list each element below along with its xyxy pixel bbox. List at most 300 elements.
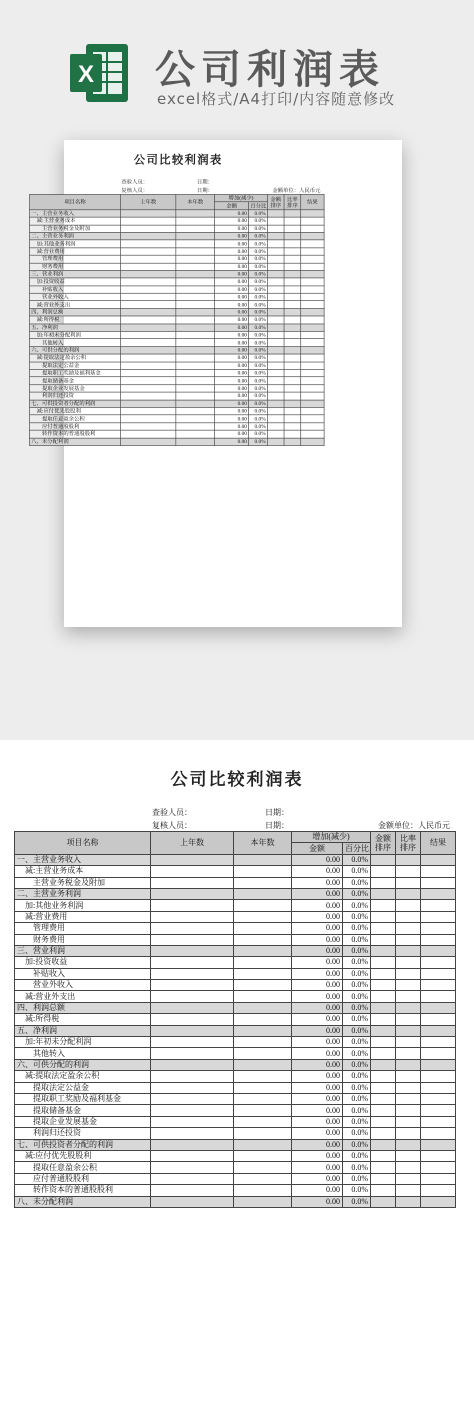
amount-rank-cell[interactable] bbox=[371, 1173, 396, 1184]
ratio-rank-cell[interactable] bbox=[396, 866, 421, 877]
amount-rank-cell[interactable] bbox=[371, 854, 396, 865]
this-year-cell bbox=[176, 423, 215, 431]
change-percent-cell[interactable]: 0.0% bbox=[343, 1173, 371, 1184]
last-year-cell[interactable] bbox=[151, 911, 234, 922]
ratio-rank-cell[interactable] bbox=[396, 1139, 421, 1150]
this-year-cell[interactable] bbox=[234, 1105, 292, 1116]
change-percent-cell[interactable]: 0.0% bbox=[343, 911, 371, 922]
last-year-cell[interactable] bbox=[151, 1025, 234, 1036]
table-row bbox=[30, 407, 325, 415]
ratio-rank-cell bbox=[284, 347, 301, 355]
last-year-cell[interactable] bbox=[151, 854, 234, 865]
amount-rank-cell[interactable] bbox=[371, 923, 396, 934]
result-cell bbox=[301, 392, 324, 400]
ratio-rank-cell[interactable] bbox=[396, 888, 421, 899]
row-label[interactable]: 提取储备基金 bbox=[15, 1105, 151, 1116]
change-amount-cell[interactable]: 0.00 bbox=[292, 1128, 343, 1139]
amount-rank-cell[interactable] bbox=[371, 1162, 396, 1173]
result-cell[interactable] bbox=[421, 980, 456, 991]
amount-rank-cell bbox=[267, 392, 284, 400]
change-percent-cell[interactable]: 0.0% bbox=[343, 866, 371, 877]
ratio-rank-cell bbox=[284, 339, 301, 347]
last-year-cell[interactable] bbox=[151, 1139, 234, 1150]
row-label[interactable]: 加:其他业务利润 bbox=[15, 900, 151, 911]
amount-rank-cell[interactable] bbox=[371, 866, 396, 877]
this-year-cell bbox=[176, 309, 215, 317]
result-cell[interactable] bbox=[421, 1128, 456, 1139]
this-year-cell[interactable] bbox=[234, 866, 292, 877]
this-year-cell[interactable] bbox=[234, 934, 292, 945]
result-cell[interactable] bbox=[421, 1150, 456, 1161]
result-cell[interactable] bbox=[421, 991, 456, 1002]
result-cell[interactable] bbox=[421, 1185, 456, 1196]
this-year-cell[interactable] bbox=[234, 923, 292, 934]
checker-label: 查验人员： bbox=[121, 178, 149, 185]
row-label[interactable]: 一、主营业务收入 bbox=[15, 854, 151, 865]
ratio-rank-cell[interactable] bbox=[396, 1128, 421, 1139]
change-percent-cell[interactable]: 0.0% bbox=[343, 1014, 371, 1025]
result-cell[interactable] bbox=[421, 1025, 456, 1036]
document-meta bbox=[0, 795, 474, 835]
result-cell[interactable] bbox=[421, 911, 456, 922]
last-year-cell[interactable] bbox=[151, 1105, 234, 1116]
last-year-cell[interactable] bbox=[151, 968, 234, 979]
row-label: 减:所得税 bbox=[30, 316, 121, 324]
change-amount-cell[interactable]: 0.00 bbox=[292, 1037, 343, 1048]
amount-rank-cell[interactable] bbox=[371, 1116, 396, 1127]
last-year-cell[interactable] bbox=[151, 934, 234, 945]
result-cell[interactable] bbox=[421, 877, 456, 888]
result-cell[interactable] bbox=[421, 854, 456, 865]
change-amount-cell[interactable]: 0.00 bbox=[292, 1048, 343, 1059]
last-year-cell[interactable] bbox=[151, 877, 234, 888]
change-amount-cell[interactable]: 0.00 bbox=[292, 1162, 343, 1173]
table-row bbox=[15, 1093, 456, 1104]
row-label[interactable]: 提取企业发展基金 bbox=[15, 1116, 151, 1127]
this-year-cell[interactable] bbox=[234, 1162, 292, 1173]
last-year-cell[interactable] bbox=[151, 1162, 234, 1173]
last-year-cell[interactable] bbox=[151, 1128, 234, 1139]
amount-rank-cell bbox=[267, 270, 284, 278]
this-year-cell[interactable] bbox=[234, 1173, 292, 1184]
change-percent-cell: 0.0% bbox=[249, 400, 268, 408]
change-amount-cell[interactable]: 0.00 bbox=[292, 854, 343, 865]
amount-rank-cell[interactable] bbox=[371, 1128, 396, 1139]
result-cell[interactable] bbox=[421, 923, 456, 934]
change-percent-cell[interactable]: 0.0% bbox=[343, 1116, 371, 1127]
change-amount-cell[interactable]: 0.00 bbox=[292, 877, 343, 888]
last-year-cell bbox=[120, 377, 175, 385]
change-amount-cell[interactable]: 0.00 bbox=[292, 957, 343, 968]
ratio-rank-cell[interactable] bbox=[396, 854, 421, 865]
row-label[interactable]: 财务费用 bbox=[15, 934, 151, 945]
amount-rank-cell[interactable] bbox=[371, 1196, 396, 1207]
amount-rank-cell[interactable] bbox=[371, 888, 396, 899]
amount-rank-cell bbox=[267, 263, 284, 271]
last-year-cell[interactable] bbox=[151, 888, 234, 899]
change-amount-cell[interactable]: 0.00 bbox=[292, 1116, 343, 1127]
change-percent-cell[interactable]: 0.0% bbox=[343, 968, 371, 979]
this-year-cell bbox=[176, 301, 215, 309]
change-percent-cell[interactable]: 0.0% bbox=[343, 1185, 371, 1196]
amount-rank-cell[interactable] bbox=[371, 1150, 396, 1161]
last-year-cell[interactable] bbox=[151, 957, 234, 968]
result-cell bbox=[301, 286, 324, 294]
row-label[interactable]: 其他转入 bbox=[15, 1048, 151, 1059]
row-label[interactable]: 减:主营业务成本 bbox=[15, 866, 151, 877]
change-amount-cell[interactable]: 0.00 bbox=[292, 1105, 343, 1116]
last-year-cell[interactable] bbox=[151, 1116, 234, 1127]
change-percent-cell[interactable]: 0.0% bbox=[343, 923, 371, 934]
table-row bbox=[30, 217, 325, 225]
this-year-cell[interactable] bbox=[234, 1139, 292, 1150]
row-label[interactable]: 利润归还投资 bbox=[15, 1128, 151, 1139]
ratio-rank-cell[interactable] bbox=[396, 934, 421, 945]
change-amount-cell[interactable]: 0.00 bbox=[292, 1093, 343, 1104]
result-cell[interactable] bbox=[421, 900, 456, 911]
change-percent-cell[interactable]: 0.0% bbox=[343, 1162, 371, 1173]
change-amount-cell[interactable]: 0.00 bbox=[292, 1025, 343, 1036]
result-cell[interactable] bbox=[421, 934, 456, 945]
ratio-rank-cell bbox=[284, 392, 301, 400]
change-percent-cell[interactable]: 0.0% bbox=[343, 945, 371, 956]
ratio-rank-cell[interactable] bbox=[396, 877, 421, 888]
amount-rank-cell bbox=[267, 331, 284, 339]
this-year-cell bbox=[176, 339, 215, 347]
change-amount-cell[interactable]: 0.00 bbox=[292, 1139, 343, 1150]
row-label[interactable]: 减:所得税 bbox=[15, 1014, 151, 1025]
amount-rank-cell[interactable] bbox=[371, 934, 396, 945]
table-row bbox=[30, 339, 325, 347]
change-amount-cell[interactable]: 0.00 bbox=[292, 1082, 343, 1093]
change-amount-cell[interactable]: 0.00 bbox=[292, 991, 343, 1002]
change-amount-cell[interactable]: 0.00 bbox=[292, 1002, 343, 1013]
change-amount-cell[interactable]: 0.00 bbox=[292, 968, 343, 979]
ratio-rank-cell[interactable] bbox=[396, 1014, 421, 1025]
last-year-cell[interactable] bbox=[151, 1150, 234, 1161]
last-year-cell[interactable] bbox=[151, 1173, 234, 1184]
row-label[interactable]: 主营业务税金及附加 bbox=[15, 877, 151, 888]
result-cell[interactable] bbox=[421, 1071, 456, 1082]
this-year-cell[interactable] bbox=[234, 968, 292, 979]
this-year-cell[interactable] bbox=[234, 900, 292, 911]
row-label[interactable]: 提取职工奖励及福利基金 bbox=[15, 1093, 151, 1104]
this-year-cell[interactable] bbox=[234, 1196, 292, 1207]
last-year-cell[interactable] bbox=[151, 1037, 234, 1048]
row-label[interactable]: 提取任意盈余公积 bbox=[15, 1162, 151, 1173]
last-year-cell bbox=[120, 232, 175, 240]
ratio-rank-cell bbox=[284, 270, 301, 278]
table-row bbox=[15, 1196, 456, 1207]
this-year-cell[interactable] bbox=[234, 1093, 292, 1104]
last-year-cell[interactable] bbox=[151, 1014, 234, 1025]
last-year-cell[interactable] bbox=[151, 900, 234, 911]
amount-rank-cell[interactable] bbox=[371, 911, 396, 922]
last-year-cell[interactable] bbox=[151, 1048, 234, 1059]
row-label[interactable]: 减:提取法定盈余公积 bbox=[15, 1071, 151, 1082]
amount-rank-cell[interactable] bbox=[371, 1059, 396, 1070]
this-year-cell[interactable] bbox=[234, 1014, 292, 1025]
ratio-rank-cell[interactable] bbox=[396, 911, 421, 922]
this-year-cell[interactable] bbox=[234, 854, 292, 865]
change-percent-cell: 0.0% bbox=[249, 278, 268, 286]
result-cell[interactable] bbox=[421, 957, 456, 968]
last-year-cell[interactable] bbox=[151, 1093, 234, 1104]
ratio-rank-cell[interactable] bbox=[396, 1082, 421, 1093]
row-label[interactable]: 五、净利润 bbox=[15, 1025, 151, 1036]
last-year-cell[interactable] bbox=[151, 1002, 234, 1013]
last-year-cell[interactable] bbox=[151, 1185, 234, 1196]
this-year-cell[interactable] bbox=[234, 1002, 292, 1013]
ratio-rank-cell[interactable] bbox=[396, 1093, 421, 1104]
result-cell[interactable] bbox=[421, 1082, 456, 1093]
last-year-cell[interactable] bbox=[151, 866, 234, 877]
ratio-rank-cell[interactable] bbox=[396, 957, 421, 968]
ratio-rank-cell[interactable] bbox=[396, 1059, 421, 1070]
amount-rank-cell[interactable] bbox=[371, 877, 396, 888]
table-row bbox=[30, 423, 325, 431]
row-label[interactable]: 加:投资收益 bbox=[15, 957, 151, 968]
last-year-cell bbox=[120, 270, 175, 278]
amount-rank-cell[interactable] bbox=[371, 1185, 396, 1196]
header-result: 结果 bbox=[421, 832, 456, 855]
change-percent-cell[interactable]: 0.0% bbox=[343, 1150, 371, 1161]
this-year-cell[interactable] bbox=[234, 911, 292, 922]
row-label[interactable]: 管理费用 bbox=[15, 923, 151, 934]
change-amount-cell[interactable]: 0.00 bbox=[292, 866, 343, 877]
result-cell[interactable] bbox=[421, 1116, 456, 1127]
result-cell[interactable] bbox=[421, 1162, 456, 1173]
last-year-cell[interactable] bbox=[151, 923, 234, 934]
change-amount-cell[interactable]: 0.00 bbox=[292, 1196, 343, 1207]
this-year-cell[interactable] bbox=[234, 1082, 292, 1093]
this-year-cell[interactable] bbox=[234, 1116, 292, 1127]
change-percent-cell[interactable]: 0.0% bbox=[343, 1139, 371, 1150]
amount-rank-cell[interactable] bbox=[371, 1071, 396, 1082]
last-year-cell bbox=[120, 263, 175, 271]
amount-rank-cell[interactable] bbox=[371, 1093, 396, 1104]
change-percent-cell[interactable]: 0.0% bbox=[343, 1002, 371, 1013]
row-label[interactable]: 减:营业费用 bbox=[15, 911, 151, 922]
ratio-rank-cell[interactable] bbox=[396, 1048, 421, 1059]
change-percent-cell[interactable]: 0.0% bbox=[343, 957, 371, 968]
change-amount-cell[interactable]: 0.00 bbox=[292, 1185, 343, 1196]
change-amount-cell[interactable]: 0.00 bbox=[292, 1059, 343, 1070]
change-percent-cell[interactable]: 0.0% bbox=[343, 1037, 371, 1048]
change-percent-cell[interactable]: 0.0% bbox=[343, 1128, 371, 1139]
change-amount-cell[interactable]: 0.00 bbox=[292, 911, 343, 922]
last-year-cell[interactable] bbox=[151, 991, 234, 1002]
change-amount-cell: 0.00 bbox=[215, 278, 249, 286]
amount-rank-cell[interactable] bbox=[371, 1082, 396, 1093]
row-label[interactable]: 六、可供分配的利润 bbox=[15, 1059, 151, 1070]
amount-rank-cell[interactable] bbox=[371, 980, 396, 991]
result-cell[interactable] bbox=[421, 1014, 456, 1025]
change-percent-cell[interactable]: 0.0% bbox=[343, 1093, 371, 1104]
result-cell[interactable] bbox=[421, 945, 456, 956]
amount-rank-cell[interactable] bbox=[371, 1139, 396, 1150]
ratio-rank-cell[interactable] bbox=[396, 1162, 421, 1173]
ratio-rank-cell[interactable] bbox=[396, 1185, 421, 1196]
row-label[interactable]: 七、可供投资者分配的利润 bbox=[15, 1139, 151, 1150]
this-year-cell[interactable] bbox=[234, 945, 292, 956]
last-year-cell[interactable] bbox=[151, 980, 234, 991]
this-year-cell[interactable] bbox=[234, 1150, 292, 1161]
this-year-cell[interactable] bbox=[234, 888, 292, 899]
amount-rank-cell[interactable] bbox=[371, 945, 396, 956]
amount-rank-cell[interactable] bbox=[371, 1002, 396, 1013]
row-label[interactable]: 营业外收入 bbox=[15, 980, 151, 991]
row-label[interactable]: 减:应付优先股股利 bbox=[15, 1150, 151, 1161]
change-percent-cell[interactable]: 0.0% bbox=[343, 1025, 371, 1036]
amount-rank-cell[interactable] bbox=[371, 991, 396, 1002]
row-label: 主营业务税金及附加 bbox=[30, 225, 121, 233]
change-percent-cell[interactable]: 0.0% bbox=[343, 900, 371, 911]
change-percent-cell: 0.0% bbox=[249, 347, 268, 355]
amount-rank-cell[interactable] bbox=[371, 957, 396, 968]
row-label[interactable]: 四、利润总额 bbox=[15, 1002, 151, 1013]
change-amount-cell[interactable]: 0.00 bbox=[292, 1071, 343, 1082]
change-percent-cell[interactable]: 0.0% bbox=[343, 888, 371, 899]
this-year-cell[interactable] bbox=[234, 1185, 292, 1196]
this-year-cell[interactable] bbox=[234, 1025, 292, 1036]
change-percent-cell[interactable]: 0.0% bbox=[343, 877, 371, 888]
amount-rank-cell[interactable] bbox=[371, 1025, 396, 1036]
last-year-cell[interactable] bbox=[151, 1082, 234, 1093]
row-label[interactable]: 二、主营业务利润 bbox=[15, 888, 151, 899]
result-cell[interactable] bbox=[421, 1002, 456, 1013]
row-label[interactable]: 应付普通股股利 bbox=[15, 1173, 151, 1184]
this-year-cell[interactable] bbox=[234, 877, 292, 888]
ratio-rank-cell[interactable] bbox=[396, 1025, 421, 1036]
result-cell bbox=[301, 293, 324, 301]
change-amount-cell[interactable]: 0.00 bbox=[292, 1014, 343, 1025]
ratio-rank-cell[interactable] bbox=[396, 1105, 421, 1116]
this-year-cell[interactable] bbox=[234, 1071, 292, 1082]
ratio-rank-cell[interactable] bbox=[396, 1002, 421, 1013]
ratio-rank-cell[interactable] bbox=[396, 968, 421, 979]
ratio-rank-cell[interactable] bbox=[396, 1071, 421, 1082]
last-year-cell[interactable] bbox=[151, 945, 234, 956]
amount-rank-cell[interactable] bbox=[371, 968, 396, 979]
amount-rank-cell[interactable] bbox=[371, 1048, 396, 1059]
result-cell[interactable] bbox=[421, 1139, 456, 1150]
change-amount-cell[interactable]: 0.00 bbox=[292, 934, 343, 945]
this-year-cell[interactable] bbox=[234, 1037, 292, 1048]
table-header-row bbox=[30, 194, 325, 202]
row-label: 营业外收入 bbox=[30, 293, 121, 301]
row-label[interactable]: 加:年初未分配利润 bbox=[15, 1037, 151, 1048]
amount-rank-cell[interactable] bbox=[371, 1105, 396, 1116]
ratio-rank-cell[interactable] bbox=[396, 945, 421, 956]
change-amount-cell[interactable]: 0.00 bbox=[292, 980, 343, 991]
amount-rank-cell bbox=[267, 240, 284, 248]
ratio-rank-cell[interactable] bbox=[396, 1196, 421, 1207]
this-year-cell[interactable] bbox=[234, 991, 292, 1002]
change-percent-cell[interactable]: 0.0% bbox=[343, 1196, 371, 1207]
amount-rank-cell[interactable] bbox=[371, 1037, 396, 1048]
change-percent-cell: 0.0% bbox=[249, 324, 268, 332]
result-cell[interactable] bbox=[421, 1059, 456, 1070]
this-year-cell[interactable] bbox=[234, 1059, 292, 1070]
change-amount-cell[interactable]: 0.00 bbox=[292, 1150, 343, 1161]
last-year-cell[interactable] bbox=[151, 1196, 234, 1207]
amount-rank-cell[interactable] bbox=[371, 1014, 396, 1025]
change-percent-cell[interactable]: 0.0% bbox=[343, 1059, 371, 1070]
ratio-rank-cell[interactable] bbox=[396, 900, 421, 911]
row-label[interactable]: 三、营业利润 bbox=[15, 945, 151, 956]
result-cell bbox=[301, 255, 324, 263]
row-label[interactable]: 提取法定公益金 bbox=[15, 1082, 151, 1093]
result-cell[interactable] bbox=[421, 1196, 456, 1207]
row-label[interactable]: 补贴收入 bbox=[15, 968, 151, 979]
change-percent-cell[interactable]: 0.0% bbox=[343, 1048, 371, 1059]
row-label: 一、主营业务收入 bbox=[30, 210, 121, 218]
change-amount-cell[interactable]: 0.00 bbox=[292, 900, 343, 911]
table-row bbox=[30, 270, 325, 278]
result-cell[interactable] bbox=[421, 866, 456, 877]
ratio-rank-cell[interactable] bbox=[396, 991, 421, 1002]
last-year-cell bbox=[120, 248, 175, 256]
ratio-rank-cell bbox=[284, 248, 301, 256]
this-year-cell[interactable] bbox=[234, 1048, 292, 1059]
change-percent-cell[interactable]: 0.0% bbox=[343, 980, 371, 991]
last-year-cell[interactable] bbox=[151, 1059, 234, 1070]
ratio-rank-cell[interactable] bbox=[396, 980, 421, 991]
ratio-rank-cell[interactable] bbox=[396, 1116, 421, 1127]
change-percent-cell[interactable]: 0.0% bbox=[343, 934, 371, 945]
table-row bbox=[30, 369, 325, 377]
last-year-cell[interactable] bbox=[151, 1071, 234, 1082]
result-cell bbox=[301, 415, 324, 423]
this-year-cell[interactable] bbox=[234, 1128, 292, 1139]
this-year-cell[interactable] bbox=[234, 957, 292, 968]
row-label[interactable]: 转作资本的普通股股利 bbox=[15, 1185, 151, 1196]
result-cell[interactable] bbox=[421, 1093, 456, 1104]
this-year-cell bbox=[176, 316, 215, 324]
amount-rank-cell[interactable] bbox=[371, 900, 396, 911]
change-percent-cell[interactable]: 0.0% bbox=[343, 854, 371, 865]
ratio-rank-cell[interactable] bbox=[396, 1037, 421, 1048]
change-amount-cell: 0.00 bbox=[215, 430, 249, 438]
result-cell[interactable] bbox=[421, 1105, 456, 1116]
row-label: 二、主营业务利润 bbox=[30, 232, 121, 240]
row-label[interactable]: 八、未分配利润 bbox=[15, 1196, 151, 1207]
amount-rank-cell bbox=[267, 278, 284, 286]
change-percent-cell[interactable]: 0.0% bbox=[343, 1071, 371, 1082]
result-cell[interactable] bbox=[421, 1173, 456, 1184]
ratio-rank-cell[interactable] bbox=[396, 1173, 421, 1184]
this-year-cell[interactable] bbox=[234, 980, 292, 991]
change-percent-cell[interactable]: 0.0% bbox=[343, 1105, 371, 1116]
change-amount-cell[interactable]: 0.00 bbox=[292, 1173, 343, 1184]
result-cell[interactable] bbox=[421, 888, 456, 899]
change-amount-cell[interactable]: 0.00 bbox=[292, 945, 343, 956]
result-cell[interactable] bbox=[421, 1048, 456, 1059]
change-amount-cell[interactable]: 0.00 bbox=[292, 888, 343, 899]
change-percent-cell[interactable]: 0.0% bbox=[343, 1082, 371, 1093]
ratio-rank-cell[interactable] bbox=[396, 1150, 421, 1161]
result-cell[interactable] bbox=[421, 968, 456, 979]
header-item: 项目名称 bbox=[15, 832, 151, 855]
change-amount-cell[interactable]: 0.00 bbox=[292, 923, 343, 934]
change-percent-cell[interactable]: 0.0% bbox=[343, 991, 371, 1002]
row-label[interactable]: 减:营业外支出 bbox=[15, 991, 151, 1002]
result-cell[interactable] bbox=[421, 1037, 456, 1048]
ratio-rank-cell[interactable] bbox=[396, 923, 421, 934]
change-percent-cell: 0.0% bbox=[249, 430, 268, 438]
change-percent-cell: 0.0% bbox=[249, 377, 268, 385]
